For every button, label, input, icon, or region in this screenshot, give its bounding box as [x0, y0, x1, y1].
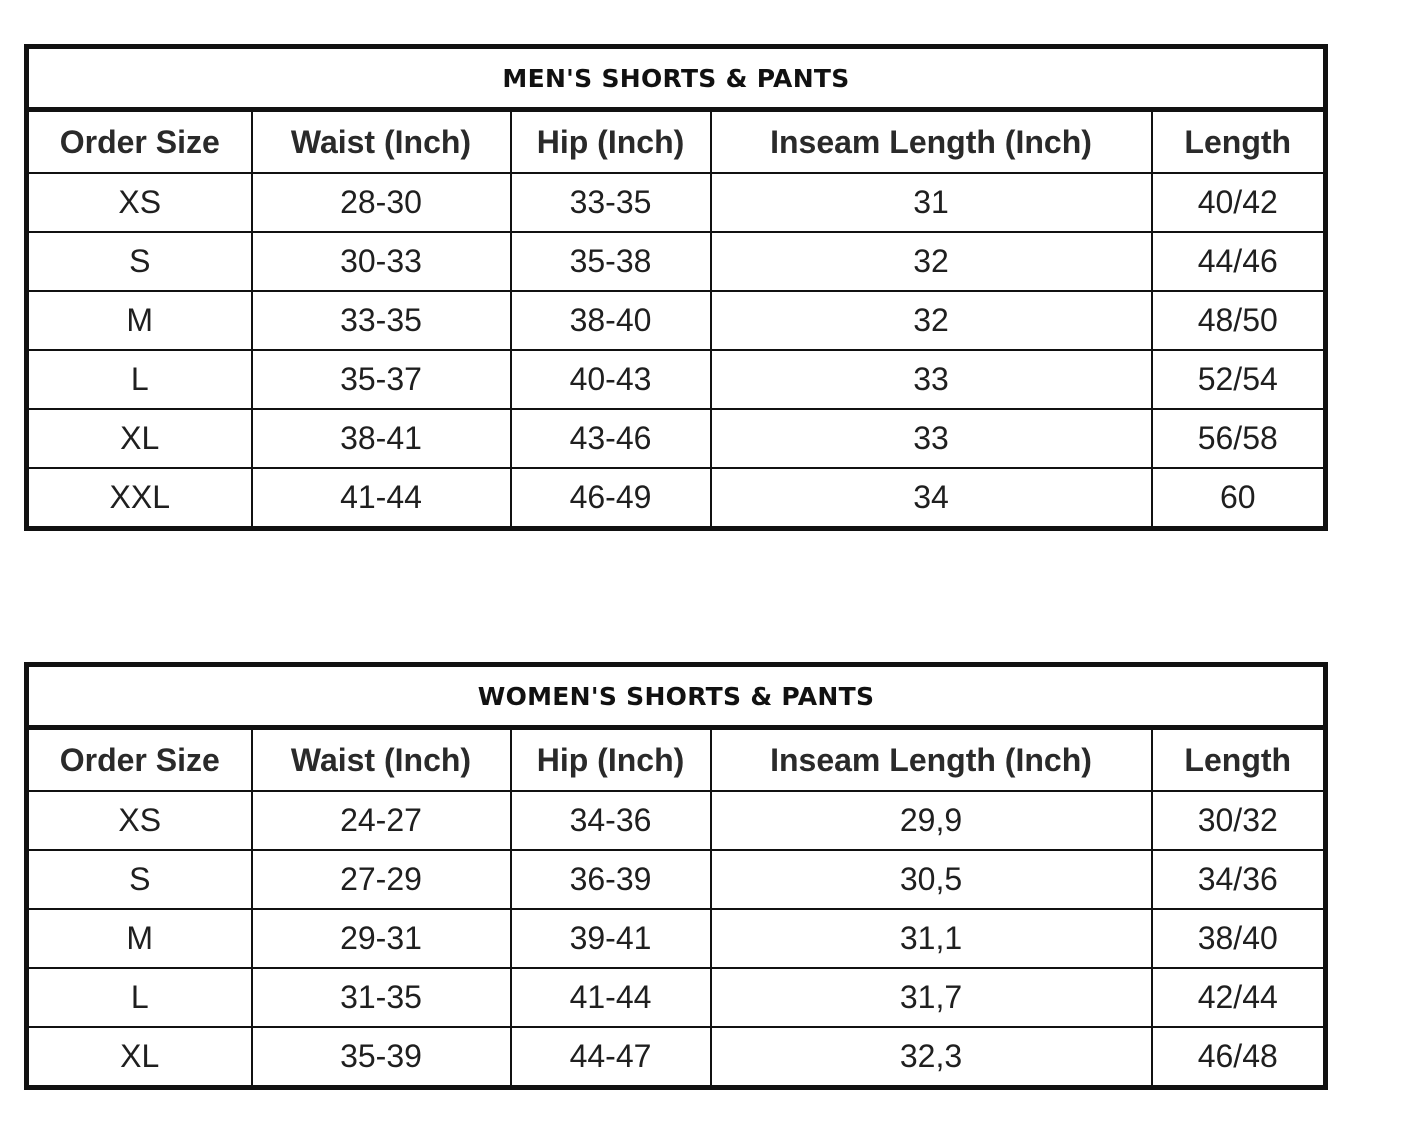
table-cell: 40-43 [511, 350, 711, 409]
table-cell: 46/48 [1152, 1027, 1326, 1088]
table-cell: 40/42 [1152, 173, 1326, 232]
column-header: Waist (Inch) [252, 728, 511, 792]
table-cell: 41-44 [511, 968, 711, 1027]
table-cell: 44/46 [1152, 232, 1326, 291]
table-cell: 35-39 [252, 1027, 511, 1088]
table-cell: 38-41 [252, 409, 511, 468]
table-cell: L [27, 350, 252, 409]
table-cell: 34-36 [511, 791, 711, 850]
table-cell: 34 [711, 468, 1152, 529]
table-cell: 32 [711, 291, 1152, 350]
womens-size-table [24, 662, 1328, 1090]
table-cell: 27-29 [252, 850, 511, 909]
table-cell: 35-37 [252, 350, 511, 409]
table-row [27, 409, 1326, 468]
table-cell: 32,3 [711, 1027, 1152, 1088]
table-cell: 39-41 [511, 909, 711, 968]
table-cell: 42/44 [1152, 968, 1326, 1027]
table-title-row [27, 665, 1326, 728]
table-cell: 34/36 [1152, 850, 1326, 909]
table-cell: 38-40 [511, 291, 711, 350]
table-cell: 38/40 [1152, 909, 1326, 968]
table-cell: XS [27, 173, 252, 232]
table-row [27, 791, 1326, 850]
table-cell: 33 [711, 350, 1152, 409]
table-row [27, 232, 1326, 291]
table-cell: 36-39 [511, 850, 711, 909]
column-header: Inseam Length (Inch) [711, 110, 1152, 174]
column-header: Inseam Length (Inch) [711, 728, 1152, 792]
table-title: MEN'S SHORTS & PANTS [27, 47, 1326, 110]
table-cell: 33 [711, 409, 1152, 468]
table-cell: XL [27, 409, 252, 468]
table-cell: 31,1 [711, 909, 1152, 968]
table-cell: 31,7 [711, 968, 1152, 1027]
table-cell: S [27, 232, 252, 291]
table-row [27, 468, 1326, 529]
table-cell: XXL [27, 468, 252, 529]
table-cell: 32 [711, 232, 1152, 291]
table-cell: M [27, 909, 252, 968]
column-header: Length [1152, 110, 1326, 174]
column-header: Waist (Inch) [252, 110, 511, 174]
table-cell: 41-44 [252, 468, 511, 529]
table-cell: 48/50 [1152, 291, 1326, 350]
column-header: Length [1152, 728, 1326, 792]
table-cell: 33-35 [511, 173, 711, 232]
column-header: Order Size [27, 728, 252, 792]
table-row [27, 291, 1326, 350]
table-header-row [27, 110, 1326, 174]
table-cell: 31-35 [252, 968, 511, 1027]
table-cell: 56/58 [1152, 409, 1326, 468]
table-cell: 44-47 [511, 1027, 711, 1088]
table-cell: 29,9 [711, 791, 1152, 850]
table-row [27, 968, 1326, 1027]
table-cell: 35-38 [511, 232, 711, 291]
table-cell: 24-27 [252, 791, 511, 850]
table-cell: XS [27, 791, 252, 850]
table-header-row [27, 728, 1326, 792]
table-cell: 30/32 [1152, 791, 1326, 850]
table-cell: 60 [1152, 468, 1326, 529]
column-header: Hip (Inch) [511, 728, 711, 792]
table-title: WOMEN'S SHORTS & PANTS [27, 665, 1326, 728]
table-cell: 43-46 [511, 409, 711, 468]
column-header: Hip (Inch) [511, 110, 711, 174]
table-title-row [27, 47, 1326, 110]
table-cell: 31 [711, 173, 1152, 232]
table-cell: 52/54 [1152, 350, 1326, 409]
mens-size-table [24, 44, 1328, 531]
table-cell: L [27, 968, 252, 1027]
column-header: Order Size [27, 110, 252, 174]
table-row [27, 1027, 1326, 1088]
table-cell: 33-35 [252, 291, 511, 350]
table-cell: 46-49 [511, 468, 711, 529]
mens-table-body [27, 47, 1326, 529]
table-row [27, 850, 1326, 909]
table-row [27, 173, 1326, 232]
table-cell: 28-30 [252, 173, 511, 232]
table-row [27, 350, 1326, 409]
table-cell: 30-33 [252, 232, 511, 291]
table-cell: 30,5 [711, 850, 1152, 909]
table-cell: M [27, 291, 252, 350]
table-row [27, 909, 1326, 968]
table-cell: XL [27, 1027, 252, 1088]
table-cell: S [27, 850, 252, 909]
table-cell: 29-31 [252, 909, 511, 968]
womens-table-body [27, 665, 1326, 1088]
